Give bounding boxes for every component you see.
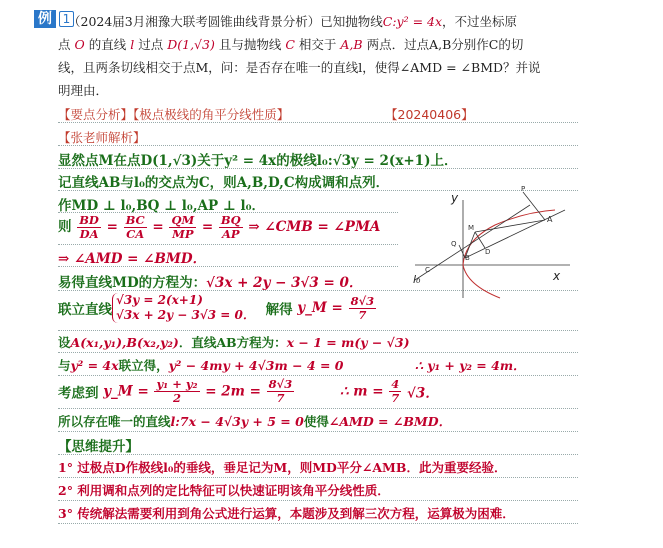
- question-text: 两点．过点A,B分别作C的切: [366, 37, 524, 52]
- fraction: $\frac{QM}{MP}$: [171, 213, 195, 241]
- solution-line-10: 考虑到 y_M = $\frac{\text{y₁ + y₂}}{2}$ = 2m = $\frac{8√3}{7}$: [58, 377, 293, 405]
- analysis-date: 【20240406】: [385, 107, 474, 122]
- thinking-header: 【思维提升】: [58, 439, 139, 455]
- divider: [58, 266, 398, 267]
- fraction: $\frac{BD}{DA}$: [79, 213, 99, 241]
- equation-system: √3y = 2(x+1) √3x + 2y − 3√3 = 0．: [112, 293, 255, 323]
- divider: [58, 454, 578, 455]
- question-math: D(1,√3): [167, 37, 215, 52]
- question-line-2: [58, 35, 523, 53]
- question-text: 点: [58, 37, 71, 52]
- question-math: C:y² = 4x: [382, 14, 443, 29]
- parabola-lower: [463, 265, 500, 298]
- divider: [58, 500, 578, 501]
- question-math: C: [285, 37, 295, 52]
- line-label-l0: l₀: [413, 273, 421, 286]
- axis-label-x: x: [553, 269, 561, 283]
- point-label-m: M: [468, 224, 475, 232]
- analysis-header: 【要点分析】【极点极线的角平分线性质】: [58, 107, 290, 122]
- solution-line-10-right: ∴ m = $\frac{4}{7}$ √3．: [340, 377, 439, 405]
- divider: [58, 431, 578, 432]
- solution-text: 则: [58, 219, 72, 235]
- divider: [58, 352, 578, 353]
- solution-line-9-right: ∴ y₁ + y₂ = 4m．: [415, 358, 526, 373]
- solution-line-3: 作MD ⊥ l₀,BQ ⊥ l₀,AP ⊥ l₀．: [58, 198, 266, 214]
- insight-2: 2° 利用调和点列的定比特征可以快速证明该角平分线性质．: [58, 483, 390, 498]
- geometry-figure: [405, 180, 580, 300]
- divider: [58, 477, 578, 478]
- question-math: O: [74, 37, 85, 52]
- solution-line-1: 显然点M在点D(1,√3)关于y² = 4x的极线l₀:√3y = 2(x+1)上．: [58, 153, 458, 169]
- fraction: $\frac{8√3}{7}$: [350, 293, 375, 322]
- question-text: ，不过坐标原: [442, 14, 518, 29]
- solution-line-4: 则 $\frac{BD}{DA}$ = $\frac{BC}{CA}$ = $\frac{QM}{MP}$ = $\frac{BQ}{AP}$ ⇒ ∠CMB = ∠PMA: [58, 213, 381, 241]
- point-label-a: A: [547, 215, 553, 224]
- solution-line-11: 所以存在唯一的直线l:7x − 4√3y + 5 = 0使得∠AMD = ∠BMD．: [58, 414, 452, 429]
- solution-line-5: ⇒ ∠AMD = ∠BMD．: [58, 251, 207, 267]
- axis-label-y: y: [451, 191, 459, 205]
- tangent-a: [475, 220, 545, 232]
- example-number: 1: [59, 11, 74, 27]
- point-label-c: C: [425, 266, 430, 274]
- question-text: （2024届3月湘豫大联考圆锥曲线背景分析）已知抛物线: [68, 14, 383, 29]
- solution-line-2: 记直线AB与l₀的交点为C，则A,B,D,C构成调和点列．: [58, 175, 390, 191]
- divider: [58, 408, 578, 409]
- point-label-p: P: [521, 185, 526, 193]
- question-line-4: 明理由．: [58, 83, 109, 98]
- divider: [58, 244, 398, 245]
- teacher-header: 【张老师解析】: [58, 130, 146, 145]
- question-text: 的直线: [88, 37, 127, 52]
- question-text: 相交于: [298, 37, 337, 52]
- point-label-b: B: [465, 254, 470, 262]
- solution-line-6: 易得直线MD的方程为：√3x + 2y − 3√3 = 0．: [58, 275, 363, 291]
- question-text: 过点: [138, 37, 164, 52]
- fraction: $\frac{\text{y₁ + y₂}}{2}$: [156, 377, 198, 405]
- fraction: $\frac{4}{7}$: [391, 377, 400, 405]
- divider: [58, 145, 578, 146]
- insight-1: 1° 过极点D作极线l₀的垂线，垂足记为M，则MD平分∠AMB．此为重要经验．: [58, 460, 507, 475]
- fraction: $\frac{BQ}{AP}$: [220, 213, 241, 241]
- solution-math: ⇒ ∠CMB = ∠PMA: [248, 219, 381, 235]
- question-line-3: 线，且两条切线相交于点M，问：是否存在唯一的直线l，使得∠AMD = ∠BMD？并说: [58, 60, 541, 75]
- polar-line: [415, 205, 530, 280]
- segment-ap: [523, 192, 545, 220]
- question-text: 且与抛物线: [218, 37, 282, 52]
- divider: [58, 523, 578, 524]
- insight-3: 3° 传统解法需要利用到角公式进行运算，本题涉及到解三次方程，运算极为困难．: [58, 506, 515, 521]
- solution-line-7: 联立直线 √3y = 2(x+1) √3x + 2y − 3√3 = 0． 解得 y_M = $\frac{8√3}{7}$: [58, 293, 375, 322]
- point-label-q: Q: [451, 240, 457, 248]
- solution-line-8: 设A(x₁,y₁),B(x₂,y₂)．直线AB方程为：x − 1 = m(y − √3): [58, 335, 410, 350]
- divider: [58, 168, 578, 169]
- solution-line-9: 与y² = 4x联立得，y² − 4my + 4√3m − 4 = 0: [58, 358, 344, 373]
- divider: [58, 375, 578, 376]
- question-line-1: [68, 12, 517, 30]
- question-math: l: [130, 37, 135, 52]
- question-math: A,B: [340, 37, 363, 52]
- fraction: $\frac{BC}{CA}$: [125, 213, 145, 241]
- divider: [58, 330, 578, 331]
- divider: [58, 122, 578, 123]
- fraction: $\frac{8√3}{7}$: [268, 377, 293, 405]
- example-label: 例: [34, 10, 56, 28]
- point-label-d: D: [485, 248, 491, 256]
